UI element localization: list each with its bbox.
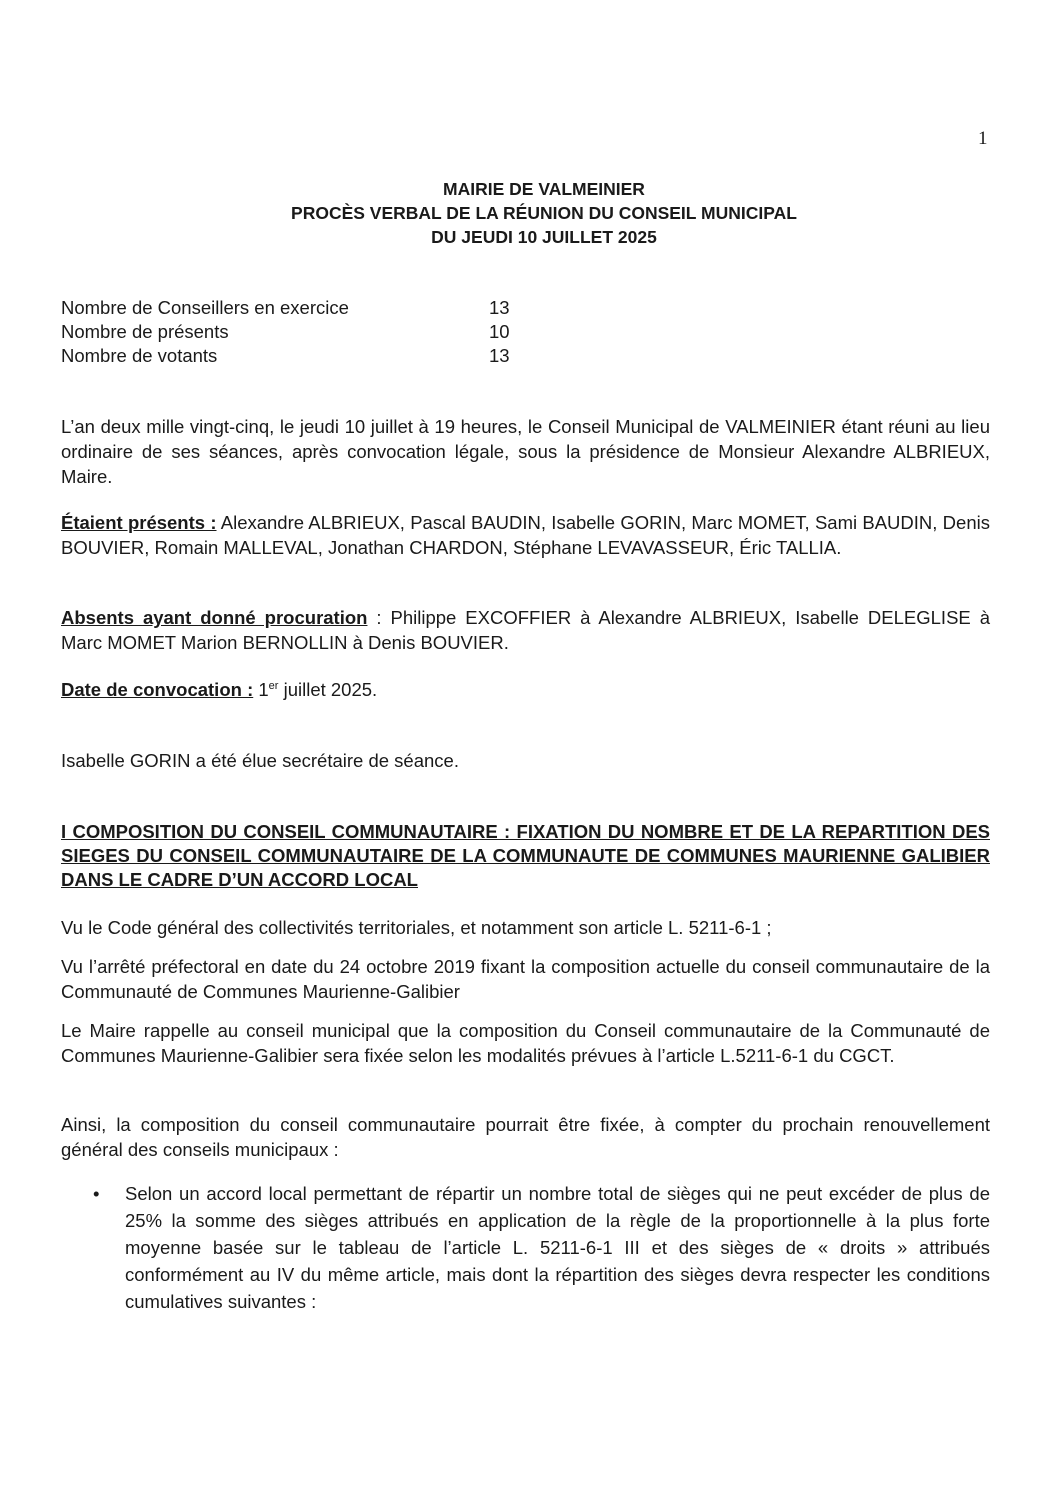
list-item — [93, 1180, 990, 1315]
convocation-paragraph — [61, 677, 990, 702]
absents-list: : Philippe EXCOFFIER à Alexandre ALBRIEUX, Isabelle DELEGLISE à Marc MOMET Marion BERNOLLIN à Denis BOUVIER. — [61, 607, 990, 653]
section-title: I COMPOSITION DU CONSEIL COMMUNAUTAIRE : FIXATION DU NOMBRE ET DE LA REPARTITION DES SIEGES DU CONSEIL COMMUNAUTAIRE DE LA COMMUNAUTE DE COMMUNES MAURIENNE GALIBIER DANS LE CADRE D’UN ACCORD LOCAL — [61, 821, 990, 890]
convocation-label: Date de convocation : — [61, 679, 254, 700]
count-label: Nombre de présents — [61, 321, 229, 342]
count-row — [61, 344, 510, 368]
attendance-counts — [61, 296, 510, 368]
paragraph-composition: Ainsi, la composition du conseil communautaire pourrait être fixée, à compter du prochain renouvellement général des conseils municipaux : — [61, 1114, 990, 1160]
header-title: PROCÈS VERBAL DE LA RÉUNION DU CONSEIL MUNICIPAL — [291, 203, 797, 223]
presents-list: Alexandre ALBRIEUX, Pascal BAUDIN, Isabelle GORIN, Marc MOMET, Sami BAUDIN, Denis BOUVIER, Romain MALLEVAL, Jonathan CHARDON, Stéphane LEVAVASSEUR, Éric TALLIA. — [61, 512, 990, 558]
convocation-day: 1 — [253, 679, 269, 700]
absents-label: Absents ayant donné procuration — [61, 607, 368, 628]
paragraph-prefectoral-order: Vu l’arrêté préfectoral en date du 24 octobre 2019 fixant la composition actuelle du conseil communautaire de la Communauté de Communes Maurienne-Galibier — [61, 956, 990, 1002]
count-label: Nombre de Conseillers en exercice — [61, 297, 349, 318]
presents-label: Étaient présents : — [61, 512, 217, 533]
secretary-paragraph: Isabelle GORIN a été élue secrétaire de séance. — [61, 750, 459, 771]
count-label: Nombre de votants — [61, 345, 218, 366]
bullet-text: Selon un accord local permettant de répartir un nombre total de sièges qui ne peut excéder de plus de 25% la somme des sièges attribués en application de la règle de la proportionnelle à la plus forte moyenne basée sur le tableau de l’article L. 5211-6-1 III et des sièges de « droits » attribués conformément au IV du même article, mais dont la répartition des sièges devra respecter les conditions cumulatives suivantes : — [125, 1183, 990, 1312]
convocation-month: juillet 2025. — [278, 679, 378, 700]
count-row — [61, 320, 510, 344]
paragraph-legal-basis: Vu le Code général des collectivités territoriales, et notamment son article L. 5211-6-1 ; — [61, 917, 772, 938]
absents-paragraph — [61, 605, 990, 655]
intro-paragraph: L’an deux mille vingt-cinq, le jeudi 10 juillet à 19 heures, le Conseil Municipal de VALMEINIER étant réuni au lieu ordinaire de ses séances, après convocation légale, sous la présidence de Monsieur Alexandre ALBRIEUX, Maire. — [61, 416, 990, 487]
bullet-list — [93, 1180, 990, 1315]
paragraph-mayor-reminder: Le Maire rappelle au conseil municipal que la composition du Conseil communautaire de la Communauté de Communes Maurienne-Galibier sera fixée selon les modalités prévues à l’article L.5211-6-1 du CGCT. — [61, 1020, 990, 1066]
count-row — [61, 296, 510, 320]
presents-paragraph — [61, 510, 990, 560]
count-value: 13 — [489, 297, 510, 318]
bullet-marker: • — [93, 1183, 100, 1204]
count-value: 10 — [489, 321, 510, 342]
header-date: DU JEUDI 10 JUILLET 2025 — [431, 227, 657, 247]
document-header — [0, 177, 1058, 249]
header-municipality: MAIRIE DE VALMEINIER — [443, 179, 645, 199]
page-number: 1 — [978, 128, 988, 149]
count-value: 13 — [489, 345, 510, 366]
convocation-day-suffix: er — [268, 679, 279, 692]
